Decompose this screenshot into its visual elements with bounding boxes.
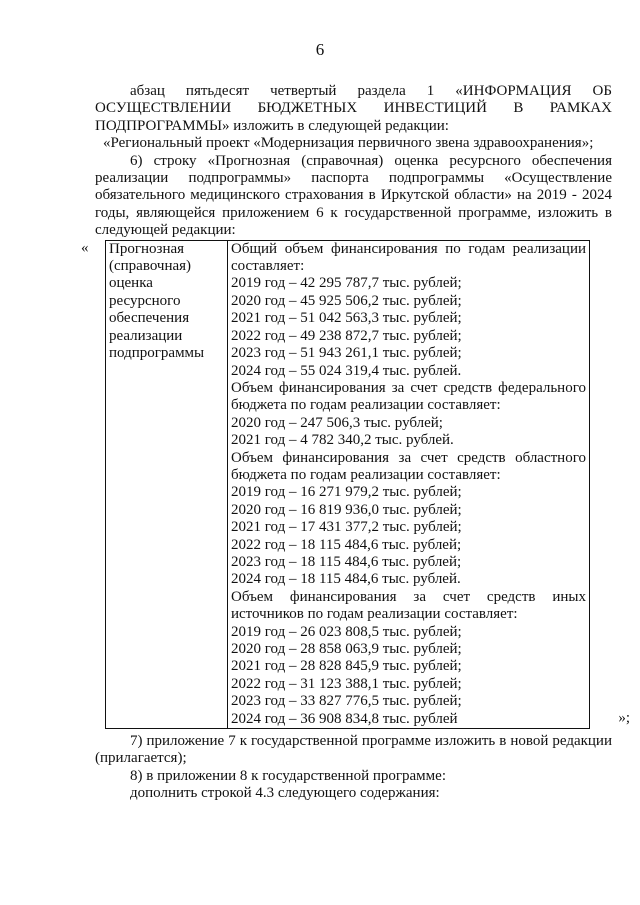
value-line: 2021 год – 4 782 340,2 тыс. рублей. <box>231 432 454 449</box>
value-line: 2022 год – 49 238 872,7 тыс. рублей; <box>231 327 462 344</box>
value-line: 2024 год – 36 908 834,8 тыс. рублей <box>231 710 458 727</box>
paragraph-regional-project: «Региональный проект «Модернизация первичного звена здравоохранения»; <box>103 135 594 152</box>
value-line: 2019 год – 42 295 787,7 тыс. рублей; <box>231 275 462 292</box>
value-line: 2023 год – 51 943 261,1 тыс. рублей; <box>231 345 462 362</box>
label-line: подпрограммы <box>109 345 205 362</box>
value-line: 2020 год – 28 858 063,9 тыс. рублей; <box>231 641 462 657</box>
document-body <box>81 83 630 803</box>
label-line: обеспечения <box>109 310 190 327</box>
value-line: 2021 год – 28 828 845,9 тыс. рублей; <box>231 658 462 675</box>
value-line: 2022 год – 31 123 388,1 тыс. рублей; <box>231 675 462 692</box>
value-line: 2024 год – 18 115 484,6 тыс. рублей. <box>231 571 461 588</box>
paragraph-item-6: 6) строку «Прогнозная (справочная) оценка ресурсного обеспечения реализации подпрограммы» паспорта подпрограммы «Осуществление обязательного медицинского страхования в Иркутской области» на 2019 - 2024 годы, являющейся приложением 6 к государственной программе, изложить в следующей редакции: <box>95 152 612 239</box>
label-line: ресурсного <box>109 292 181 309</box>
label-line: (справочная) <box>109 258 192 275</box>
value-line: Общий объем финансирования по годам реализации составляет: <box>231 240 586 275</box>
value-line: 2022 год – 18 115 484,6 тыс. рублей; <box>231 536 462 553</box>
value-line: 2024 год – 55 024 319,4 тыс. рублей. <box>231 362 462 379</box>
paragraph-item-8: 8) в приложении 8 к государственной программе: <box>130 767 446 784</box>
value-line: 2020 год – 16 819 936,0 тыс. рублей; <box>231 501 462 518</box>
page-number: 6 <box>315 40 325 59</box>
passport-table <box>105 240 590 729</box>
table-close-quote: »; <box>618 709 630 726</box>
paragraph-add-row: дополнить строкой 4.3 следующего содержания: <box>130 785 440 802</box>
table-row <box>106 240 590 728</box>
value-line: Объем финансирования за счет средств федерального бюджета по годам реализации составляет: <box>231 379 586 414</box>
value-line: Объем финансирования за счет средств областного бюджета по годам реализации составляет: <box>231 449 586 483</box>
value-line: 2019 год – 16 271 979,2 тыс. рублей; <box>231 484 462 501</box>
label-line: Прогнозная <box>109 240 185 257</box>
value-line: 2020 год – 45 925 506,2 тыс. рублей; <box>231 292 462 309</box>
paragraph-section-amendment: абзац пятьдесят четвертый раздела 1 «ИНФОРМАЦИЯ ОБ ОСУЩЕСТВЛЕНИИ БЮДЖЕТНЫХ ИНВЕСТИЦИЙ В РАМКАХ ПОДПРОГРАММЫ» изложить в следующей редакции: <box>95 83 612 134</box>
value-cell <box>228 240 590 728</box>
value-line: 2021 год – 17 431 377,2 тыс. рублей; <box>231 519 462 536</box>
value-line: Объем финансирования за счет средств иных источников по годам реализации составляет: <box>231 588 586 623</box>
table-open-quote: « <box>81 239 89 256</box>
value-line: 2023 год – 33 827 776,5 тыс. рублей; <box>231 693 462 710</box>
value-line: 2021 год – 51 042 563,3 тыс. рублей; <box>231 310 462 327</box>
passport-table-block <box>81 239 630 729</box>
value-line: 2020 год – 247 506,3 тыс. рублей; <box>231 414 443 431</box>
value-line: 2019 год – 26 023 808,5 тыс. рублей; <box>231 623 462 640</box>
label-line: оценка <box>109 275 153 292</box>
value-line: 2023 год – 18 115 484,6 тыс. рублей; <box>231 553 462 570</box>
paragraph-item-7: 7) приложение 7 к государственной программе изложить в новой редакции (прилагается); <box>95 733 612 767</box>
label-cell <box>106 240 228 728</box>
label-line: реализации <box>109 327 183 344</box>
